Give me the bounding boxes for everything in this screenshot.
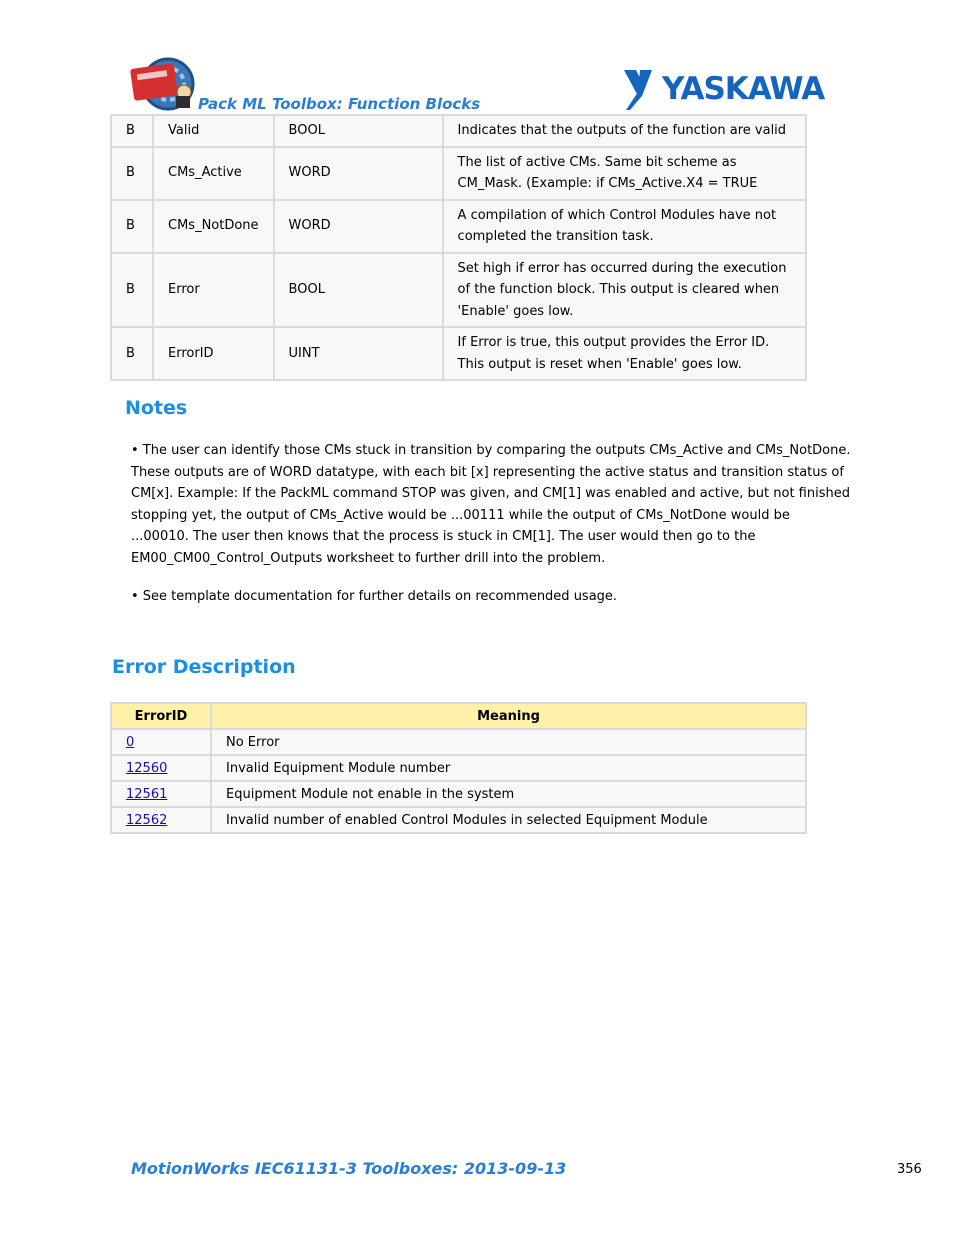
error-meaning-cell: Equipment Module not enable in the system [211,781,806,807]
table-row [111,115,806,147]
table-cell: WORD [274,147,443,200]
table-cell: The list of active CMs. Same bit scheme as CM_Mask. (Example: if CMs_Active.X4 = TRUE [443,147,806,200]
yaskawa-logo [622,66,844,112]
column-header: Meaning [211,703,806,729]
footer-title: MotionWorks IEC61131-3 Toolboxes: 2013-09-13 [131,1159,567,1178]
error-description-heading: Error Description [112,656,296,678]
error-id-link[interactable]: 12562 [126,812,168,828]
table-cell: A compilation of which Control Modules have not completed the transition task. [443,200,806,253]
error-id-link[interactable]: 0 [126,734,135,750]
table-cell: BOOL [274,115,443,147]
table-row [111,200,806,253]
table-row [111,327,806,380]
error-meaning-cell: Invalid Equipment Module number [211,755,806,781]
table-cell: B [111,115,153,147]
table-cell: B [111,253,153,328]
error-id-cell [111,781,211,807]
notes-paragraph: • See template documentation for further details on recommended usage. [131,589,618,604]
toolbox-logo-icon [128,56,200,112]
table-cell: B [111,327,153,380]
table-cell: WORD [274,200,443,253]
table-row [111,781,806,807]
table-cell: B [111,200,153,253]
table-header-row [111,703,806,729]
outputs-table [110,114,807,381]
table-cell: Set high if error has occurred during the execution of the function block. This output is cleared when 'Enable' goes low. [443,253,806,328]
column-header: ErrorID [111,703,211,729]
table-cell: CMs_NotDone [153,200,274,253]
error-id-link[interactable]: 12561 [126,786,168,802]
notes-paragraph: • The user can identify those CMs stuck in transition by comparing the outputs CMs_Active and CMs_NotDone. These outputs are of WORD datatype, with each bit [x] representing the active status and transition status of CM[x]. Example: If the PackML command STOP was given, and CM[1] was enabled and active, but not finished stopping yet, the output of CMs_Active would be ...00111 while the output of CMs_NotDone would be ...00010. The user then knows that the process is stuck in CM[1]. The user would then go to the EM00_CM00_Control_Outputs worksheet to further drill into the problem. [131,443,851,566]
error-id-cell [111,807,211,833]
table-row [111,755,806,781]
error-id-cell [111,755,211,781]
table-cell: Error [153,253,274,328]
table-cell: BOOL [274,253,443,328]
table-cell: Indicates that the outputs of the function are valid [443,115,806,147]
error-id-cell [111,729,211,755]
table-row [111,147,806,200]
notes-heading: Notes [125,397,188,419]
table-row [111,729,806,755]
table-cell: B [111,147,153,200]
error-table [110,702,807,834]
table-cell: If Error is true, this output provides the Error ID. This output is reset when 'Enable' goes low. [443,327,806,380]
table-cell: UINT [274,327,443,380]
table-row [111,807,806,833]
error-id-link[interactable]: 12560 [126,760,168,776]
svg-text:YASKAWA: YASKAWA [662,71,825,107]
table-cell: Valid [153,115,274,147]
table-cell: CMs_Active [153,147,274,200]
error-meaning-cell: Invalid number of enabled Control Modules in selected Equipment Module [211,807,806,833]
header-title: Pack ML Toolbox: Function Blocks [198,95,481,113]
table-cell: ErrorID [153,327,274,380]
error-meaning-cell: No Error [211,729,806,755]
table-row [111,253,806,328]
page-number: 356 [897,1162,922,1177]
